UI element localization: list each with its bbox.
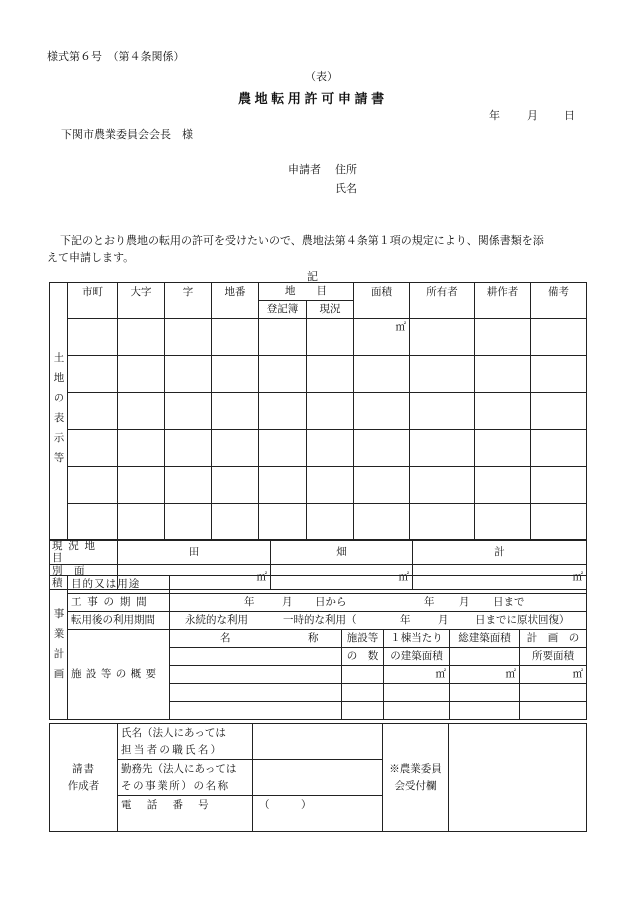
col-count-2: の 数 — [342, 648, 384, 666]
land-cell[interactable] — [68, 504, 118, 541]
temp-month: 月 — [438, 614, 449, 626]
land-cell[interactable] — [118, 393, 165, 430]
land-row — [50, 319, 587, 356]
office-cell — [383, 724, 449, 832]
land-cell[interactable] — [165, 393, 212, 430]
land-cell[interactable] — [531, 356, 587, 393]
land-cell[interactable] — [354, 430, 410, 467]
col-biko: 備考 — [531, 283, 587, 319]
land-cell[interactable] — [307, 393, 354, 430]
land-table — [49, 282, 587, 541]
land-cell[interactable] — [165, 430, 212, 467]
facility-cell[interactable] — [450, 702, 520, 720]
land-cell[interactable] — [118, 356, 165, 393]
col-req-2: 所要面積 — [520, 648, 587, 666]
area-label-2: 別面積 — [52, 565, 97, 590]
plan-side-label: 事業計画 — [52, 607, 65, 688]
land-cell[interactable] — [354, 504, 410, 541]
tel-paren: （ ） — [259, 799, 312, 811]
col-shoyusha: 所有者 — [410, 283, 475, 319]
land-cell[interactable] — [307, 356, 354, 393]
land-cell[interactable] — [410, 319, 475, 356]
facility-cell[interactable] — [450, 684, 520, 702]
preparer-label-1: 請書 — [71, 763, 96, 776]
area-label-1-cell — [50, 540, 118, 565]
front-mark: （表） — [305, 70, 338, 83]
period-value[interactable] — [170, 594, 587, 612]
tel-label: 電話番号 — [121, 799, 224, 811]
area-hata-value[interactable]: ㎡ — [271, 565, 413, 590]
land-cell[interactable] — [410, 430, 475, 467]
col-name-1: 名 — [220, 632, 231, 644]
address-label: 住所 — [335, 163, 357, 176]
from-year: 年 — [244, 596, 255, 608]
land-cell[interactable] — [165, 319, 212, 356]
temporary-option[interactable]: 一時的な利用（ — [283, 614, 357, 626]
col-oaza: 大字 — [118, 283, 165, 319]
land-cell[interactable] — [212, 430, 259, 467]
work-label-cell — [118, 760, 253, 796]
land-cell[interactable] — [165, 504, 212, 541]
land-cell[interactable] — [259, 467, 307, 504]
office-value[interactable] — [449, 724, 587, 832]
land-cell[interactable] — [354, 467, 410, 504]
land-cell[interactable] — [259, 356, 307, 393]
land-row — [50, 393, 587, 430]
permanent-option[interactable]: 永続的な利用 — [185, 614, 248, 626]
preparer-work-2: その事業所）の名称 — [121, 779, 230, 792]
col-shicho: 市町 — [68, 283, 118, 319]
land-row — [50, 467, 587, 504]
after-use-label: 転用後の利用期間 — [71, 614, 155, 627]
land-side-label: 土地の表示等 — [52, 351, 65, 472]
land-area-unit[interactable]: ㎡ — [354, 319, 410, 356]
preparer-name-1: 氏名（法人にあっては — [121, 727, 226, 740]
col-req-1: 計 画 の — [520, 630, 587, 648]
land-cell[interactable] — [68, 393, 118, 430]
plan-table — [49, 575, 587, 720]
facility-req-unit[interactable]: ㎡ — [520, 666, 587, 684]
col-total: 総建築面積 — [450, 630, 520, 648]
tel-label-cell — [118, 796, 253, 832]
land-cell[interactable] — [410, 393, 475, 430]
land-cell[interactable] — [307, 430, 354, 467]
to-text: 日まで — [493, 596, 525, 608]
col-tokibo: 登記簿 — [259, 301, 307, 319]
area-kei: 計 — [413, 540, 587, 565]
after-use-label-cell — [68, 612, 170, 630]
land-side-cell — [50, 283, 68, 541]
area-label-1: 現況地目 — [52, 540, 101, 565]
area-ta: 田 — [118, 540, 271, 565]
facility-cell[interactable] — [170, 666, 342, 684]
col-facility-name — [170, 630, 342, 648]
land-cell[interactable] — [68, 319, 118, 356]
land-cell[interactable] — [212, 504, 259, 541]
land-cell[interactable] — [307, 467, 354, 504]
office-label-2: 会受付欄 — [394, 779, 437, 792]
col-build-2: の建築面積 — [384, 648, 450, 666]
facility-cell[interactable] — [520, 684, 587, 702]
area-ta-value[interactable]: ㎡ — [118, 565, 271, 590]
col-build-1: １棟当たり — [384, 630, 450, 648]
facility-build-unit[interactable]: ㎡ — [384, 666, 450, 684]
land-cell[interactable] — [475, 319, 531, 356]
land-cell[interactable] — [212, 356, 259, 393]
facility-cell[interactable] — [342, 684, 384, 702]
area-kei-value[interactable]: ㎡ — [413, 565, 587, 590]
land-row — [50, 430, 587, 467]
facility-cell[interactable] — [384, 702, 450, 720]
preparer-table — [49, 723, 587, 832]
plan-side-cell — [50, 576, 68, 720]
preparer-name-value[interactable] — [253, 724, 383, 760]
land-cell[interactable] — [307, 319, 354, 356]
land-cell[interactable] — [259, 393, 307, 430]
col-genkyo: 現況 — [307, 301, 354, 319]
intro-line-2: えて申請します。 — [47, 251, 135, 264]
land-cell[interactable] — [259, 504, 307, 541]
name-label-cell — [118, 724, 253, 760]
facility-cell[interactable] — [342, 666, 384, 684]
facility-label: 施設等の概要 — [71, 668, 161, 681]
facility-label-cell — [68, 630, 170, 720]
purpose-label: 目的又は用途 — [71, 578, 141, 591]
date-year: 年 — [489, 109, 500, 122]
land-cell[interactable] — [475, 393, 531, 430]
land-cell[interactable] — [410, 467, 475, 504]
land-cell[interactable] — [118, 504, 165, 541]
land-cell[interactable] — [475, 467, 531, 504]
to-month: 月 — [459, 596, 470, 608]
land-cell[interactable] — [531, 430, 587, 467]
land-row — [50, 504, 587, 541]
from-month: 月 — [282, 596, 293, 608]
tel-value[interactable] — [253, 796, 383, 832]
col-chiban: 地番 — [212, 283, 259, 319]
temp-year: 年 — [400, 614, 411, 626]
land-cell[interactable] — [410, 356, 475, 393]
land-cell[interactable] — [212, 467, 259, 504]
land-cell[interactable] — [354, 356, 410, 393]
land-cell[interactable] — [475, 504, 531, 541]
land-cell[interactable] — [354, 393, 410, 430]
land-cell[interactable] — [212, 393, 259, 430]
from-text: 日から — [315, 596, 347, 608]
land-cell[interactable] — [475, 356, 531, 393]
land-row — [50, 356, 587, 393]
facility-name-header-cont — [170, 648, 342, 666]
purpose-label-cell — [68, 576, 170, 594]
period-label-cell — [68, 594, 170, 612]
page-title: 農地転用許可申請書 — [238, 92, 388, 107]
period-label: 工事の期間 — [71, 596, 153, 609]
land-cell[interactable] — [531, 504, 587, 541]
land-cell[interactable] — [118, 430, 165, 467]
land-cell[interactable] — [531, 319, 587, 356]
preparer-name-2: 担当者の職氏名） — [121, 743, 224, 756]
facility-cell[interactable] — [170, 702, 342, 720]
col-menseki: 面積 — [354, 283, 410, 319]
land-cell[interactable] — [531, 393, 587, 430]
land-cell[interactable] — [212, 319, 259, 356]
preparer-label-2: 作成者 — [67, 779, 100, 792]
to-year: 年 — [424, 596, 435, 608]
preparer-label-cell — [50, 724, 118, 832]
after-use-value[interactable] — [170, 612, 587, 630]
facility-cell[interactable] — [342, 702, 384, 720]
col-count-1: 施設等 — [342, 630, 384, 648]
area-hata: 畑 — [271, 540, 413, 565]
intro-line-1: 下記のとおり農地の転用の許可を受けたいので、農地法第４条第１項の規定により、関係書類を添 — [60, 234, 544, 247]
facility-cell[interactable] — [520, 702, 587, 720]
col-chimoku: 地 目 — [259, 283, 354, 301]
land-cell[interactable] — [165, 356, 212, 393]
date-day: 日 — [564, 109, 575, 122]
land-cell[interactable] — [410, 504, 475, 541]
facility-cell[interactable] — [384, 684, 450, 702]
land-cell[interactable] — [475, 430, 531, 467]
land-cell[interactable] — [259, 319, 307, 356]
purpose-value[interactable] — [170, 576, 587, 594]
applicant-label: 申請者 — [288, 163, 321, 176]
preparer-work-value[interactable] — [253, 760, 383, 796]
land-cell[interactable] — [531, 467, 587, 504]
ki-label: 記 — [307, 270, 318, 283]
land-cell[interactable] — [165, 467, 212, 504]
form-number: 様式第６号 （第４条関係） — [47, 50, 185, 63]
date-month: 月 — [527, 109, 538, 122]
office-label-1: ※農業委員 — [389, 763, 442, 776]
land-cell[interactable] — [259, 430, 307, 467]
col-aza: 字 — [165, 283, 212, 319]
name-label: 氏名 — [335, 182, 357, 195]
facility-cell[interactable] — [170, 684, 342, 702]
land-cell[interactable] — [118, 467, 165, 504]
addressee: 下関市農業委員会会長 様 — [61, 128, 193, 141]
land-cell[interactable] — [307, 504, 354, 541]
land-cell[interactable] — [68, 356, 118, 393]
land-cell[interactable] — [68, 467, 118, 504]
preparer-work-1: 勤務先（法人にあっては — [121, 763, 237, 776]
land-cell[interactable] — [68, 430, 118, 467]
col-total-cont — [450, 648, 520, 666]
facility-total-unit[interactable]: ㎡ — [450, 666, 520, 684]
col-kosakusha: 耕作者 — [475, 283, 531, 319]
temp-tail: 日までに原状回復） — [475, 614, 570, 626]
col-name-2: 称 — [308, 632, 319, 644]
land-cell[interactable] — [118, 319, 165, 356]
